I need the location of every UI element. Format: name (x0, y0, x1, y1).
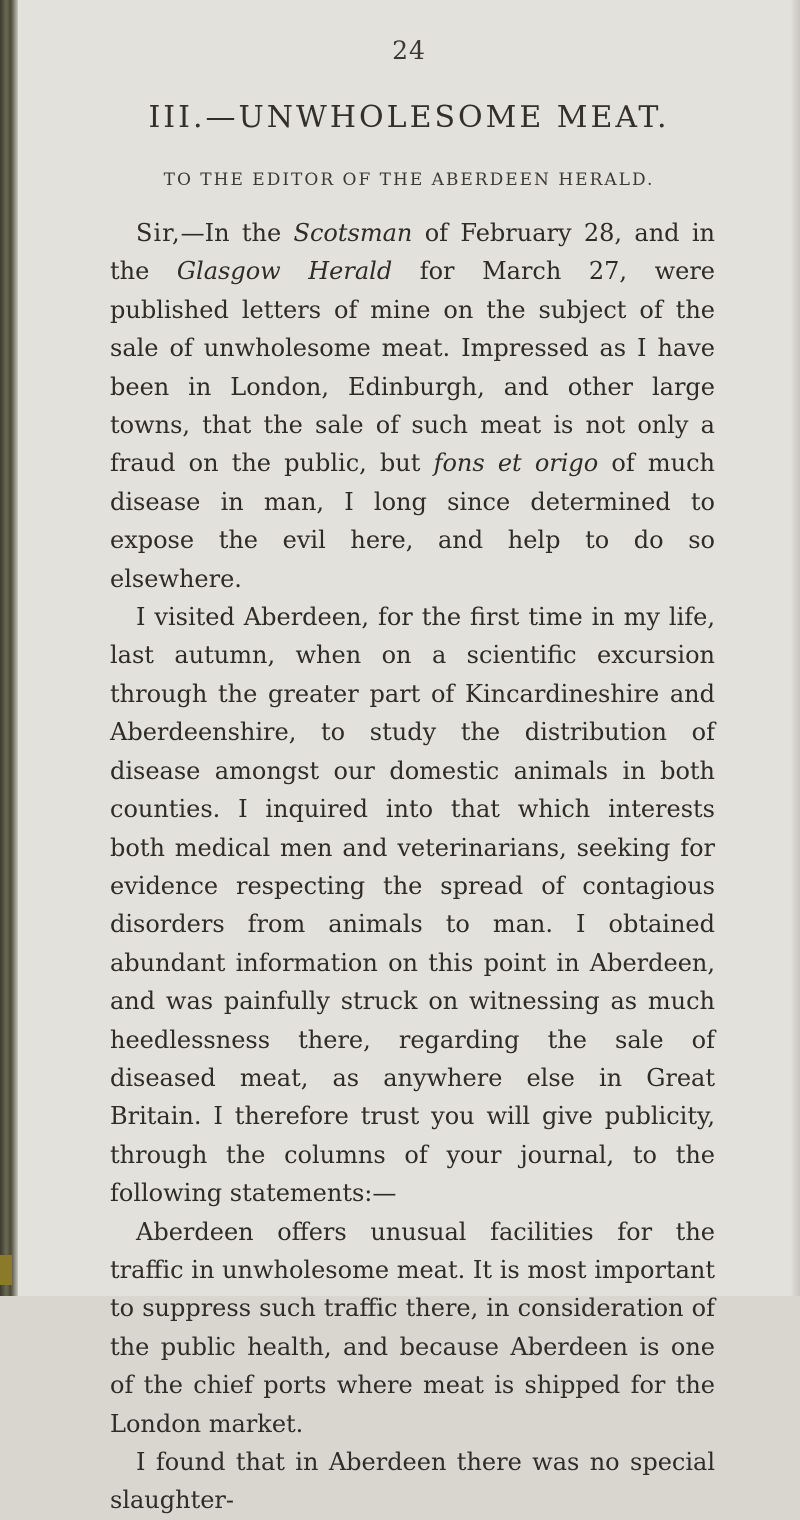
page-edge-shadow (790, 0, 800, 1296)
paragraph (110, 598, 715, 1213)
paragraph (110, 1443, 715, 1520)
text-span: Aberdeen offers unusual facilities for the traffic in unwholesome meat. It is most important to suppress such traffic there, in consideration of the public health, and because Aberdeen is one of the chief ports where meat is shipped for the London market. (110, 1217, 715, 1438)
book-binding-edge (0, 0, 18, 1296)
text-span: of February 28, and in the (110, 219, 716, 286)
text-span: for March 27, were published letters of mine on the subject of the sale of unwholesome meat. Impressed as I have been in London, Edinburgh, and other large towns, that the sale of such meat is not only a fraud on the public, but (110, 257, 715, 478)
newspaper-title: Glasgow Herald (176, 257, 393, 286)
salutation: Sir, (136, 219, 181, 247)
paragraph (110, 214, 715, 598)
page-number: 24 (392, 36, 426, 65)
latin-phrase: fons et origo (433, 449, 599, 478)
binding-tab-marker (0, 1255, 12, 1285)
text-span: I found that in Aberdeen there was no special slaughter- (110, 1448, 715, 1515)
text-span: —In the (180, 219, 294, 247)
letter-body (110, 214, 715, 1520)
document-page (18, 0, 800, 1515)
paragraph (110, 1213, 715, 1443)
text-span: of much disease in man, I long since determined to expose the evil here, and help to do so elsewhere. (110, 449, 716, 593)
article-heading: III.—UNWHOLESOME MEAT. (148, 100, 670, 135)
letter-address-line: TO THE EDITOR OF THE ABERDEEN HERALD. (163, 170, 655, 190)
newspaper-title: Scotsman (293, 219, 413, 247)
text-span: I visited Aberdeen, for the first time in my life, last autumn, when on a scientific excursion through the greater part of Kincardineshire and Aberdeenshire, to study the distribution of disease amongst our domestic animals in both counties. I inquired into that which interests both medical men and veterinarians, seeking for evidence respecting the spread of contagious disorders from animals to man. I obtained abundant information on this point in Aberdeen, and was painfully struck on witnessing as much heedlessness there, regarding the sale of diseased meat, as anywhere else in Great Britain. I therefore trust you will give publicity, through the columns of your journal, to the following statements:— (110, 603, 715, 1208)
